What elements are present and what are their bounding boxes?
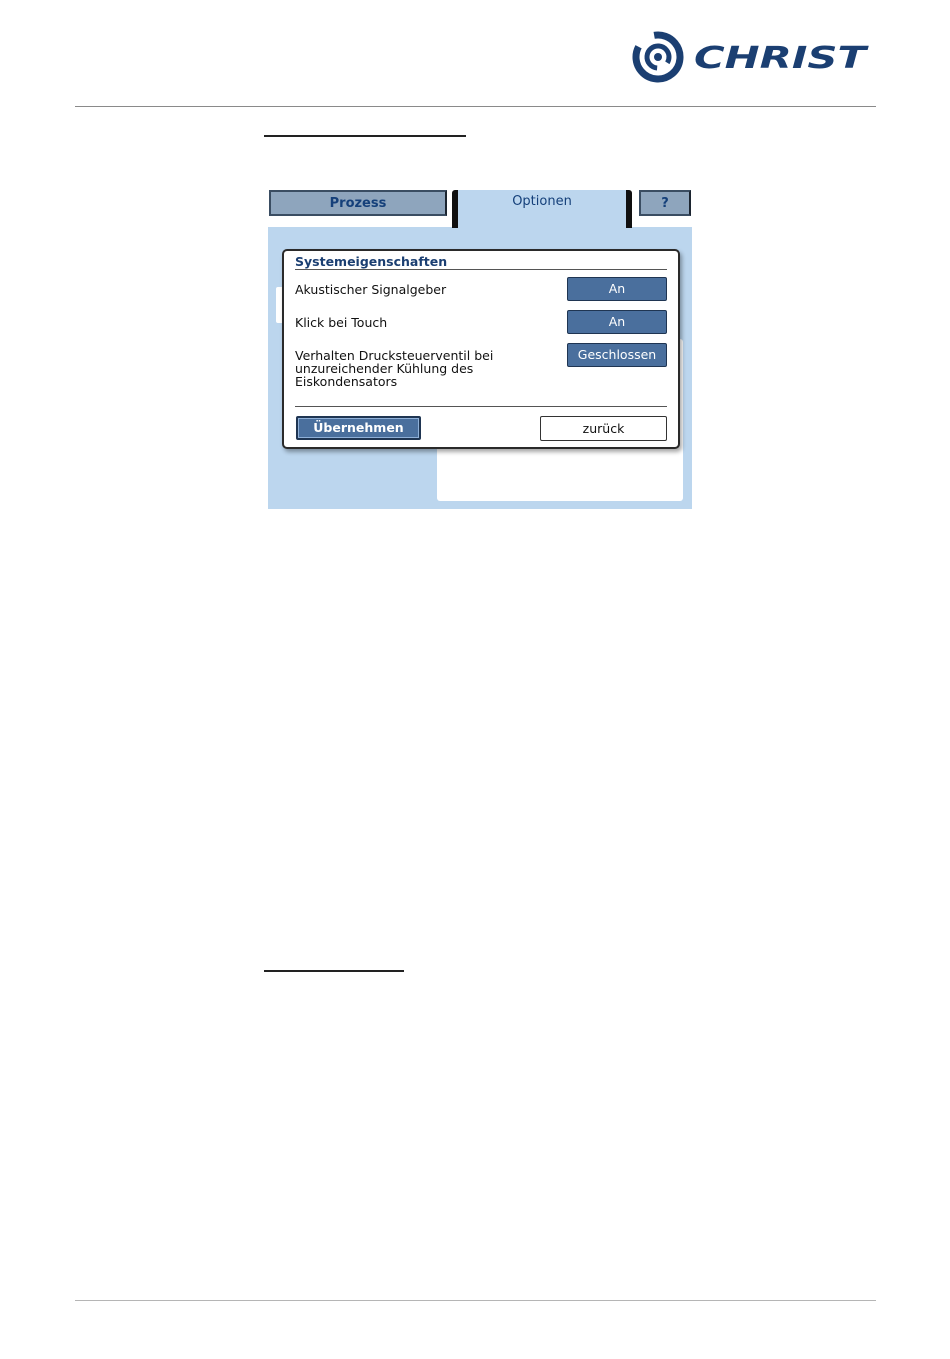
header-rule bbox=[75, 106, 876, 107]
footer-rule bbox=[75, 1300, 876, 1301]
setting-label-acoustic-signal: Akustischer Signalgeber bbox=[295, 282, 447, 297]
device-screenshot bbox=[268, 189, 692, 509]
setting-label-line: unzureichender Kühlung des bbox=[295, 361, 474, 376]
tab-optionen[interactable]: Optionen bbox=[452, 190, 632, 228]
section-heading-underline bbox=[264, 970, 404, 972]
christ-logo bbox=[632, 30, 872, 84]
back-button[interactable]: zurück bbox=[540, 416, 667, 441]
swirl-logo-icon bbox=[632, 30, 689, 84]
setting-label-pressure-valve bbox=[295, 349, 493, 388]
section-heading-underline bbox=[264, 135, 466, 137]
acoustic-signal-toggle-button[interactable]: An bbox=[567, 277, 667, 301]
tab-help[interactable]: ? bbox=[639, 190, 691, 216]
setting-label-line: Eiskondensators bbox=[295, 374, 398, 389]
dialog-title: Systemeigenschaften bbox=[295, 254, 448, 269]
apply-button[interactable]: Übernehmen bbox=[296, 416, 421, 440]
setting-label-click-touch: Klick bei Touch bbox=[295, 315, 388, 330]
system-properties-dialog bbox=[282, 249, 680, 449]
click-touch-toggle-button[interactable]: An bbox=[567, 310, 667, 334]
dialog-divider-bottom bbox=[295, 406, 667, 407]
logo-wordmark: CHRIST bbox=[694, 41, 870, 76]
pressure-valve-select-button[interactable]: Geschlossen bbox=[567, 343, 667, 367]
setting-label-line: Verhalten Drucksteuerventil bei bbox=[295, 348, 494, 363]
dialog-divider-top bbox=[295, 269, 667, 270]
tab-prozess[interactable]: Prozess bbox=[269, 190, 447, 216]
